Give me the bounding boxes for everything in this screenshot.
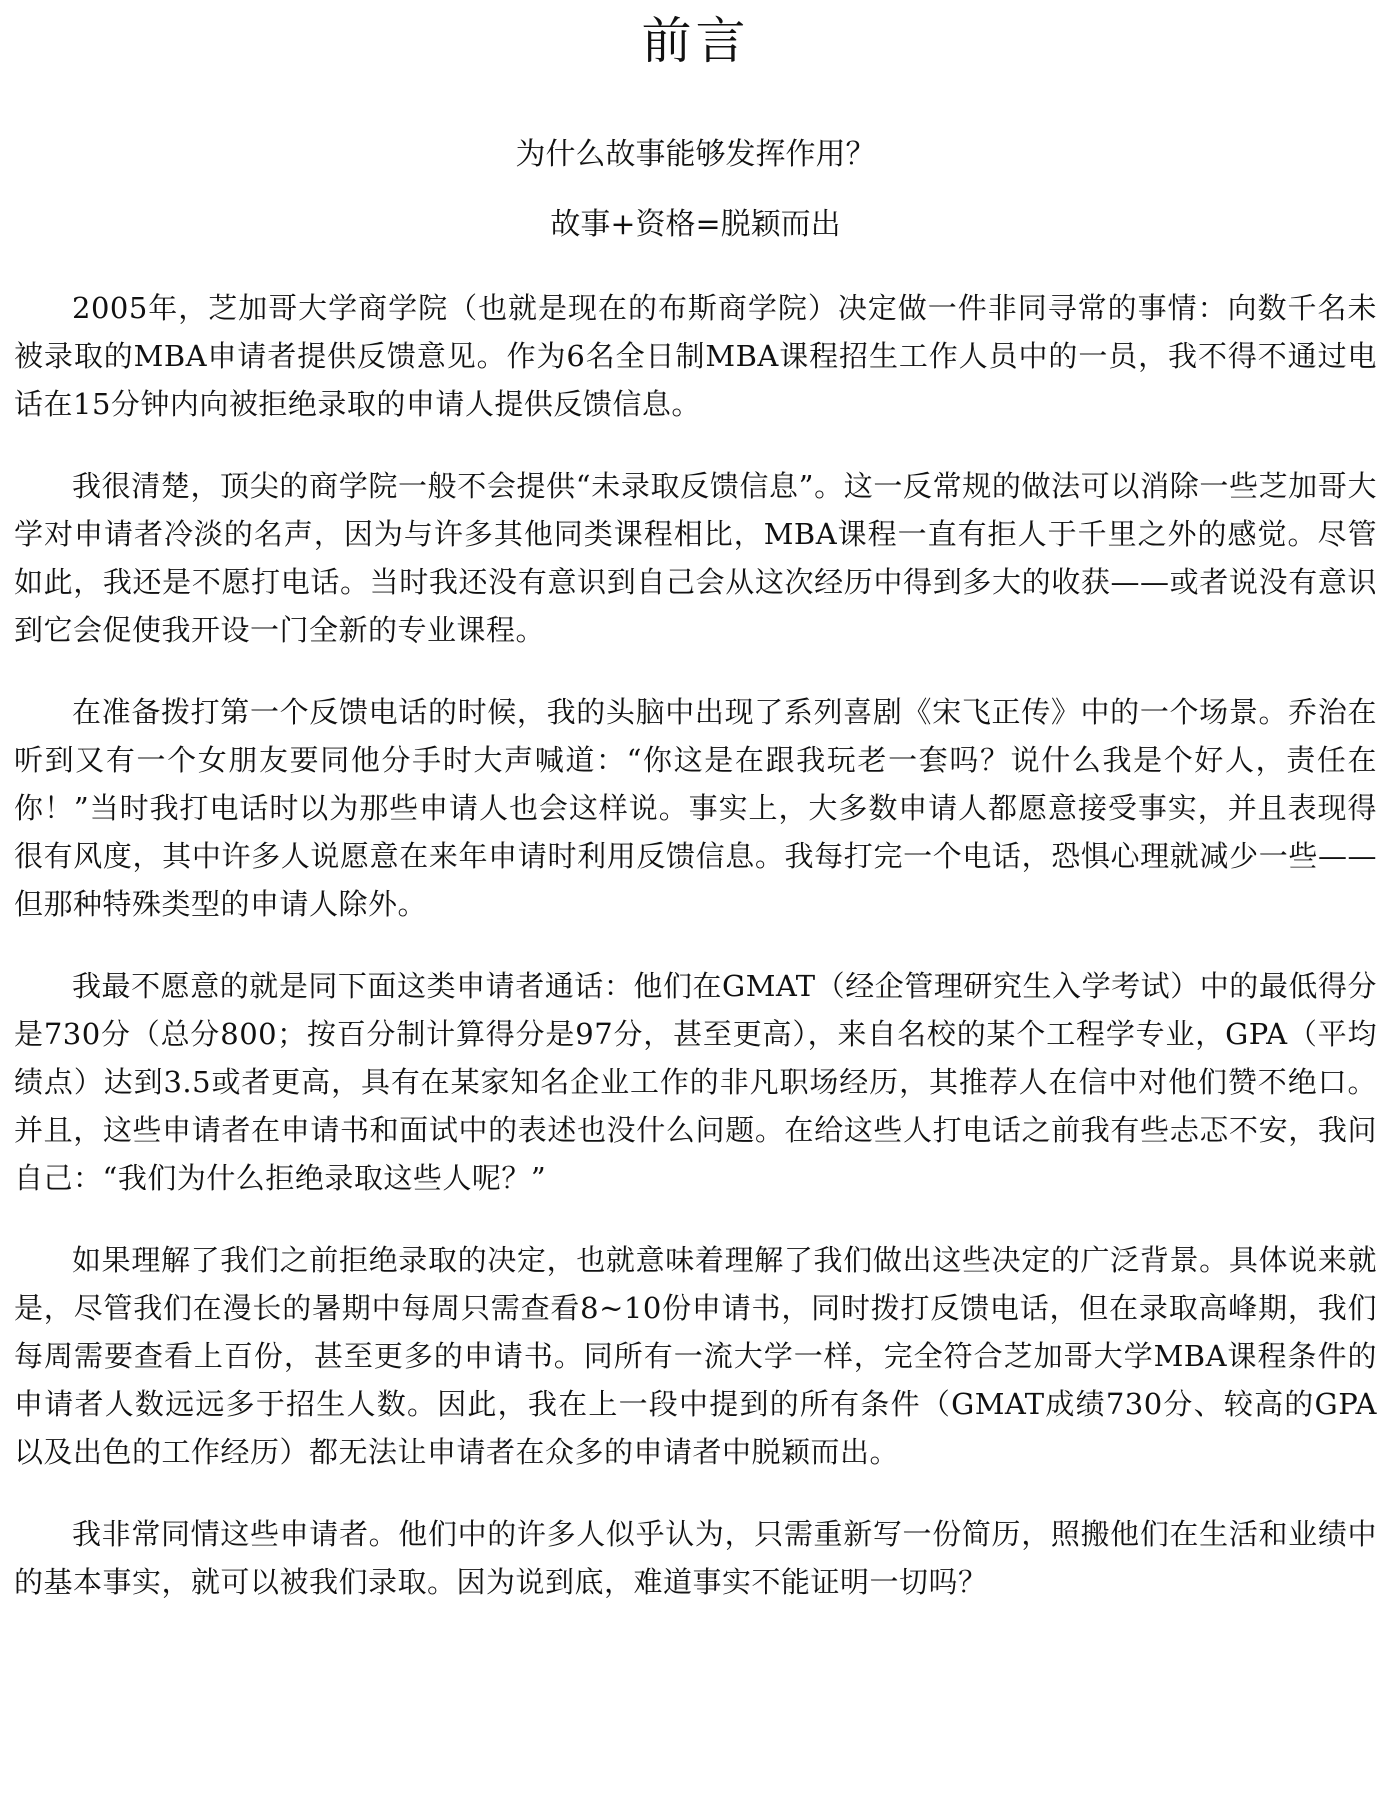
section-subtitle: 为什么故事能够发挥作用？ <box>515 137 876 172</box>
paragraph-5: 如果理解了我们之前拒绝录取的决定，也就意味着理解了我们做出这些决定的广泛背景。具体说来就是，尽管我们在漫长的暑期中每周只需查看8~10份申请书，同时拨打反馈电话，但在录取高峰期，我们每周需要查看上百份，甚至更多的申请书。同所有一流大学一样，完全符合芝加哥大学MBA课程条件的申请者人数远远多于招生人数。因此，我在上一段中提到的所有条件（GMAT成绩730分、较高的GPA以及出色的工作经历）都无法让申请者在众多的申请者中脱颖而出。 <box>14 1243 1377 1469</box>
section-formula: 故事+资格=脱颖而出 <box>550 207 841 242</box>
body-text <box>14 284 1377 1606</box>
paragraph-1: 2005年，芝加哥大学商学院（也就是现在的布斯商学院）决定做一件非同寻常的事情：向数千名未被录取的MBA申请者提供反馈意见。作为6名全日制MBA课程招生工作人员中的一员，我不得不通过电话在15分钟内向被拒绝录取的申请人提供反馈信息。 <box>14 291 1377 421</box>
paragraph-2: 我很清楚，顶尖的商学院一般不会提供“未录取反馈信息”。这一反常规的做法可以消除一些芝加哥大学对申请者冷淡的名声，因为与许多其他同类课程相比，MBA课程一直有拒人于千里之外的感觉。尽管如此，我还是不愿打电话。当时我还没有意识到自己会从这次经历中得到多大的收获——或者说没有意识到它会促使我开设一门全新的专业课程。 <box>14 469 1377 647</box>
paragraph-4: 我最不愿意的就是同下面这类申请者通话：他们在GMAT（经企管理研究生入学考试）中的最低得分是730分（总分800；按百分制计算得分是97分，甚至更高），来自名校的某个工程学专业，GPA（平均绩点）达到3.5或者更高，具有在某家知名企业工作的非凡职场经历，其推荐人在信中对他们赞不绝口。并且，这些申请者在申请书和面试中的表述也没什么问题。在给这些人打电话之前我有些忐忑不安，我问自己：“我们为什么拒绝录取这些人呢？” <box>14 969 1377 1195</box>
paragraph-6: 我非常同情这些申请者。他们中的许多人似乎认为，只需重新写一份简历，照搬他们在生活和业绩中的基本事实，就可以被我们录取。因为说到底，难道事实不能证明一切吗？ <box>14 1517 1377 1599</box>
page-title: 前言 <box>641 12 750 70</box>
paragraph-3: 在准备拨打第一个反馈电话的时候，我的头脑中出现了系列喜剧《宋飞正传》中的一个场景。乔治在听到又有一个女朋友要同他分手时大声喊道：“你这是在跟我玩老一套吗？说什么我是个好人，责任在你！”当时我打电话时以为那些申请人也会这样说。事实上，大多数申请人都愿意接受事实，并且表现得很有风度，其中许多人说愿意在来年申请时利用反馈信息。我每打完一个电话，恐惧心理就减少一些——但那种特殊类型的申请人除外。 <box>14 695 1377 921</box>
